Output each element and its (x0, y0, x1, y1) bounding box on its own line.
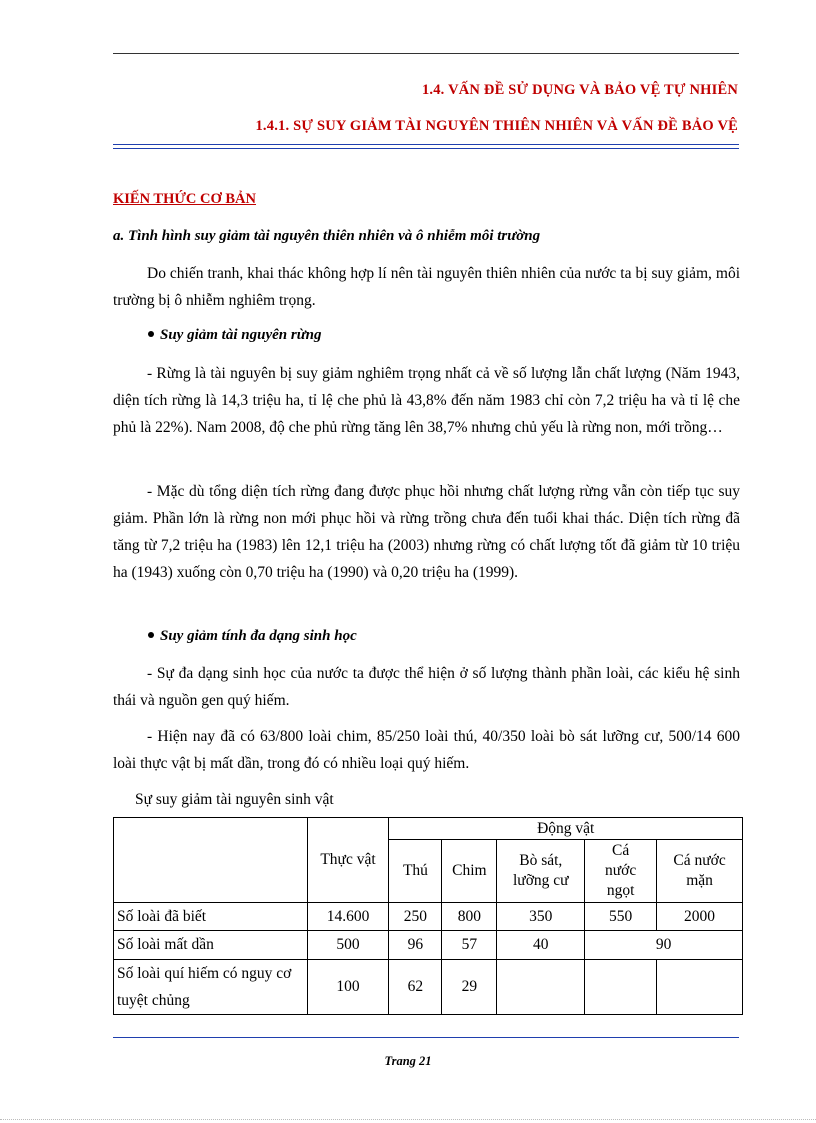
col-header-animal: Động vật (389, 818, 743, 840)
cell-plant: 14.600 (307, 903, 389, 931)
section-heading: 1.4.1. SỰ SUY GIẢM TÀI NGUYÊN THIÊN NHIÊN VÀ VẤN ĐỀ BẢO VỆ (255, 118, 738, 134)
forest-text-2: - Mặc dù tổng diện tích rừng đang được phục hồi nhưng chất lượng rừng vẫn còn tiếp tục suy giảm. Phần lớn là rừng non mới phục hồi và rừng trồng chưa đến tuổi khai thác. Diện tích rừng đã tăng từ 7,2 triệu ha (1983) lên 12,1 triệu ha (2003) nhưng rừng có chất lượng tốt đã giảm từ 10 triệu ha (1943) xuống còn 0,70 triệu ha (1990) và 0,20 triệu ha (1999). (113, 483, 740, 581)
bullet-biodiversity (148, 628, 357, 645)
table-caption: Sự suy giảm tài nguyên sinh vật (135, 791, 334, 808)
bullet-forest-label: Suy giảm tài nguyên rừng (160, 327, 322, 343)
cell-bosat (497, 960, 585, 1015)
row-label: Số loài mất dần (114, 931, 308, 960)
table-row (114, 903, 743, 931)
col-header-chim: Chim (442, 840, 497, 903)
bio-text-2: - Hiện nay đã có 63/800 loài chim, 85/250 loài thú, 40/350 loài bò sát lưỡng cư, 500/14 600 loài thực vật bị mất dần, trong đó có nhiều loại quý hiếm. (113, 728, 740, 772)
cell-ca-ngot: 550 (585, 903, 657, 931)
subheading: a. Tình hình suy giảm tài nguyên thiên nhiên và ô nhiễm môi trường (113, 228, 541, 244)
cell-plant: 100 (307, 960, 389, 1015)
chapter-heading: 1.4. VẤN ĐỀ SỬ DỤNG VÀ BẢO VỆ TỰ NHIÊN (421, 82, 738, 98)
table-header-row-1 (114, 818, 743, 840)
forest-text-1: - Rừng là tài nguyên bị suy giảm nghiêm trọng nhất cả về số lượng lẫn chất lượng (Năm 1943, diện tích rừng là 14,3 triệu ha, tỉ lệ che phủ là 43,8% đến năm 1983 chỉ còn 7,2 triệu ha và tỉ lệ che phủ là 22%). Nam 2008, độ che phủ rừng tăng lên 38,7% nhưng chủ yếu là rừng non, mới trồng… (113, 365, 740, 436)
row-label: Số loài quí hiếm có nguy cơ tuyệt chủng (114, 960, 308, 1015)
forest-paragraph-2 (113, 478, 740, 586)
table-row (114, 931, 743, 960)
table-corner-cell (114, 818, 308, 903)
bio-text-1: - Sự đa dạng sinh học của nước ta được thể hiện ở số lượng thành phần loài, các kiểu hệ sinh thái và nguồn gen quý hiếm. (113, 665, 740, 709)
cell-chim: 800 (442, 903, 497, 931)
intro-paragraph (113, 260, 740, 314)
section-title: KIẾN THỨC CƠ BẢN (113, 191, 257, 207)
bio-paragraph-2 (113, 723, 740, 777)
col-header-plant: Thực vật (307, 818, 389, 903)
forest-paragraph-1 (113, 360, 740, 441)
col-header-ca-man: Cá nước mặn (657, 840, 743, 903)
cell-bosat: 40 (497, 931, 585, 960)
col-header-ca-ngot: Cá nước ngọt (585, 840, 657, 903)
bullet-dot-icon (148, 331, 154, 337)
bullet-dot-icon (148, 632, 154, 638)
cell-ca-ngot (585, 960, 657, 1015)
page-number: Trang 21 (384, 1054, 432, 1068)
row-label: Số loài đã biết (114, 903, 308, 931)
footer-rule (113, 1037, 739, 1038)
cell-thu: 62 (389, 960, 442, 1015)
col-header-bosat: Bò sát, lưỡng cư (497, 840, 585, 903)
table-row (114, 960, 743, 1015)
header-rule (113, 53, 739, 54)
cell-ca-man (657, 960, 743, 1015)
species-table (113, 817, 743, 1015)
cell-thu: 250 (389, 903, 442, 931)
cell-plant: 500 (307, 931, 389, 960)
cell-ca-man: 2000 (657, 903, 743, 931)
cell-chim: 57 (442, 931, 497, 960)
col-header-thu: Thú (389, 840, 442, 903)
bio-paragraph-1 (113, 660, 740, 714)
bullet-biodiversity-label: Suy giảm tính đa dạng sinh học (160, 628, 357, 644)
cell-ca-merged: 90 (585, 931, 743, 960)
bullet-forest (148, 327, 322, 344)
intro-text: Do chiến tranh, khai thác không hợp lí nên tài nguyên thiên nhiên của nước ta bị suy giảm, môi trường bị ô nhiễm nghiêm trọng. (113, 265, 740, 309)
cell-thu: 96 (389, 931, 442, 960)
cell-bosat: 350 (497, 903, 585, 931)
header-double-rule (113, 144, 739, 149)
page-edge (0, 1119, 816, 1120)
cell-chim: 29 (442, 960, 497, 1015)
